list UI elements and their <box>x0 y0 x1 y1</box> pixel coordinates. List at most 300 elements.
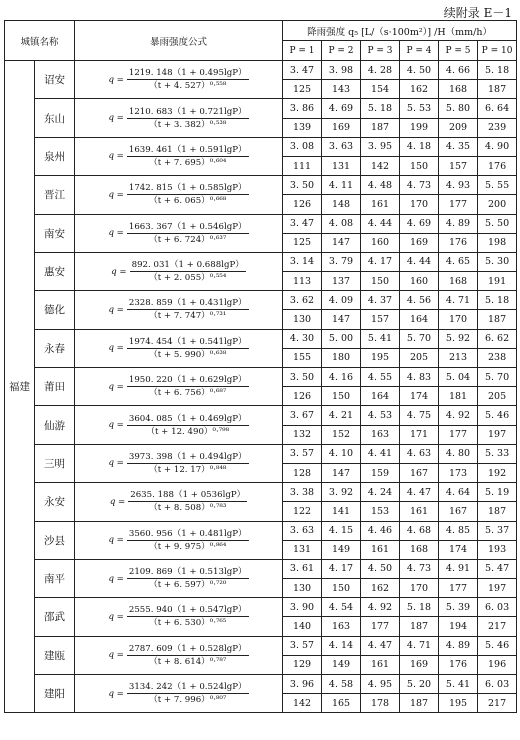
intensity-value: 5. 19 <box>478 483 517 502</box>
intensity-value: 3. 61 <box>283 559 322 578</box>
formula-q: q = <box>108 113 124 124</box>
depth-value: 137 <box>322 272 361 291</box>
formula-denominator: （t + 8. 614）⁰·⁷⁸⁷ <box>149 656 227 667</box>
intensity-value: 5. 50 <box>478 214 517 233</box>
table-row <box>5 598 517 617</box>
intensity-value: 4. 63 <box>400 444 439 463</box>
table-row <box>5 137 517 156</box>
formula-cell <box>75 483 283 521</box>
intensity-value: 5. 39 <box>439 598 478 617</box>
depth-value: 167 <box>439 502 478 521</box>
table-row <box>5 291 517 310</box>
depth-value: 155 <box>283 348 322 367</box>
intensity-value: 4. 85 <box>439 521 478 540</box>
depth-value: 177 <box>439 579 478 598</box>
formula-q: q = <box>108 611 124 622</box>
header-intensity: 降雨强度 q₅ [L/（s·100m²）] /H（mm/h） <box>283 21 517 41</box>
formula-denominator: （t + 7. 996）⁰·⁸⁰⁷ <box>149 695 227 706</box>
depth-value: 205 <box>400 348 439 367</box>
formula-numerator: 2555. 940（1 + 0.547lgP） <box>128 605 247 616</box>
depth-value: 177 <box>439 425 478 444</box>
intensity-value: 4. 47 <box>400 483 439 502</box>
depth-value: 187 <box>478 310 517 329</box>
depth-value: 209 <box>439 118 478 137</box>
formula-numerator: 3134. 242（1 + 0.524lgP） <box>128 682 247 693</box>
header-period: P = 10 <box>478 41 517 61</box>
depth-value: 143 <box>322 80 361 99</box>
formula-denominator: （t + 7. 747）⁰·⁷³¹ <box>149 311 227 322</box>
depth-value: 177 <box>361 617 400 636</box>
formula-numerator: 2635. 188（1 + 0536lgP） <box>130 490 246 501</box>
formula-q: q = <box>108 573 124 584</box>
province-cell: 福建 <box>5 61 35 713</box>
depth-value: 147 <box>322 233 361 252</box>
formula-q: q = <box>108 228 124 239</box>
intensity-value: 3. 62 <box>283 291 322 310</box>
city-name: 德化 <box>35 291 75 329</box>
intensity-value: 4. 37 <box>361 291 400 310</box>
formula-cell <box>75 214 283 252</box>
depth-value: 174 <box>439 540 478 559</box>
depth-value: 147 <box>322 463 361 482</box>
depth-value: 147 <box>322 310 361 329</box>
table-row <box>5 99 517 118</box>
depth-value: 187 <box>400 617 439 636</box>
depth-value: 178 <box>361 694 400 713</box>
intensity-value: 4. 83 <box>400 368 439 387</box>
depth-value: 200 <box>478 195 517 214</box>
formula-denominator: （t + 3. 382）⁰·⁵³⁸ <box>149 119 227 130</box>
depth-value: 159 <box>361 463 400 482</box>
formula-numerator: 3560. 956（1 + 0.481lgP） <box>128 528 247 539</box>
depth-value: 205 <box>478 387 517 406</box>
depth-value: 150 <box>322 579 361 598</box>
formula-numerator: 3973. 398（1 + 0.494lgP） <box>128 451 247 462</box>
intensity-value: 4. 21 <box>322 406 361 425</box>
intensity-value: 3. 98 <box>322 61 361 80</box>
city-name: 东山 <box>35 99 75 137</box>
formula-cell <box>75 99 283 137</box>
depth-value: 169 <box>400 655 439 674</box>
rainfall-intensity-table <box>4 20 517 713</box>
intensity-value: 4. 11 <box>322 176 361 195</box>
depth-value: 161 <box>400 502 439 521</box>
intensity-value: 5. 53 <box>400 99 439 118</box>
intensity-value: 3. 50 <box>283 368 322 387</box>
city-name: 南平 <box>35 559 75 597</box>
formula-numerator: 2328. 859（1 + 0.431lgP） <box>128 298 247 309</box>
intensity-value: 4. 50 <box>361 559 400 578</box>
formula-denominator: （t + 6. 530）⁰·⁷⁶⁵ <box>149 618 227 629</box>
depth-value: 161 <box>361 540 400 559</box>
table-row <box>5 559 517 578</box>
formula-denominator: （t + 9. 975）⁰·⁸⁶⁴ <box>149 541 227 552</box>
depth-value: 176 <box>439 233 478 252</box>
intensity-value: 6. 64 <box>478 99 517 118</box>
formula-q: q = <box>108 343 124 354</box>
intensity-value: 4. 89 <box>439 636 478 655</box>
intensity-value: 6. 03 <box>478 598 517 617</box>
intensity-value: 4. 17 <box>361 252 400 271</box>
depth-value: 140 <box>283 617 322 636</box>
depth-value: 197 <box>478 579 517 598</box>
intensity-value: 3. 57 <box>283 636 322 655</box>
intensity-value: 4. 73 <box>400 176 439 195</box>
formula-q: q = <box>108 535 124 546</box>
formula-numerator: 1210. 683（1 + 0.721lgP） <box>128 106 247 117</box>
table-row <box>5 636 517 655</box>
depth-value: 149 <box>322 655 361 674</box>
depth-value: 131 <box>283 540 322 559</box>
depth-value: 162 <box>361 579 400 598</box>
formula-denominator: （t + 4. 527）⁰·⁵⁵⁸ <box>149 81 227 92</box>
formula-denominator: （t + 12. 17）⁰·⁸⁴⁸ <box>149 464 227 475</box>
intensity-value: 5. 46 <box>478 636 517 655</box>
depth-value: 170 <box>400 579 439 598</box>
depth-value: 195 <box>439 694 478 713</box>
depth-value: 168 <box>400 540 439 559</box>
depth-value: 132 <box>283 425 322 444</box>
table-row <box>5 406 517 425</box>
formula-denominator: （t + 6. 724）⁰·⁶³⁷ <box>149 234 227 245</box>
depth-value: 176 <box>439 655 478 674</box>
formula-denominator: （t + 6. 597）⁰·⁷²⁰ <box>149 580 227 591</box>
intensity-value: 4. 92 <box>439 406 478 425</box>
depth-value: 169 <box>400 233 439 252</box>
intensity-value: 3. 63 <box>283 521 322 540</box>
formula-cell <box>75 368 283 406</box>
depth-value: 198 <box>478 233 517 252</box>
depth-value: 164 <box>361 387 400 406</box>
formula-cell <box>75 675 283 713</box>
intensity-value: 4. 44 <box>400 252 439 271</box>
intensity-value: 4. 53 <box>361 406 400 425</box>
formula-q: q = <box>108 151 124 162</box>
intensity-value: 5. 46 <box>478 406 517 425</box>
table-row <box>5 444 517 463</box>
formula-q: q = <box>108 381 124 392</box>
intensity-value: 5. 30 <box>478 252 517 271</box>
depth-value: 176 <box>478 156 517 175</box>
intensity-value: 4. 93 <box>439 176 478 195</box>
formula-q: q = <box>108 420 124 431</box>
depth-value: 125 <box>283 80 322 99</box>
depth-value: 142 <box>361 156 400 175</box>
formula-numerator: 1663. 367（1 + 0.546lgP） <box>128 221 247 232</box>
header-formula: 暴雨强度公式 <box>75 21 283 61</box>
depth-value: 167 <box>400 463 439 482</box>
depth-value: 164 <box>400 310 439 329</box>
formula-numerator: 3604. 085（1 + 0.469lgP） <box>128 413 247 424</box>
depth-value: 197 <box>478 425 517 444</box>
depth-value: 126 <box>283 387 322 406</box>
intensity-value: 4. 58 <box>322 675 361 694</box>
depth-value: 131 <box>322 156 361 175</box>
formula-q: q = <box>111 266 127 277</box>
intensity-value: 4. 41 <box>361 444 400 463</box>
depth-value: 168 <box>439 272 478 291</box>
intensity-value: 5. 18 <box>478 61 517 80</box>
depth-value: 160 <box>361 233 400 252</box>
depth-value: 142 <box>283 694 322 713</box>
intensity-value: 4. 73 <box>400 559 439 578</box>
formula-q: q = <box>108 688 124 699</box>
intensity-value: 4. 30 <box>283 329 322 348</box>
table-row <box>5 214 517 233</box>
city-name: 建阳 <box>35 675 75 713</box>
intensity-value: 3. 90 <box>283 598 322 617</box>
intensity-value: 5. 18 <box>478 291 517 310</box>
formula-q: q = <box>108 189 124 200</box>
table-row <box>5 329 517 348</box>
intensity-value: 3. 47 <box>283 61 322 80</box>
intensity-value: 4. 71 <box>400 636 439 655</box>
depth-value: 111 <box>283 156 322 175</box>
formula-q: q = <box>108 650 124 661</box>
formula-cell <box>75 636 283 674</box>
depth-value: 150 <box>400 156 439 175</box>
depth-value: 129 <box>283 655 322 674</box>
depth-value: 193 <box>478 540 517 559</box>
depth-value: 238 <box>478 348 517 367</box>
depth-value: 130 <box>283 310 322 329</box>
formula-cell <box>75 521 283 559</box>
depth-value: 163 <box>322 617 361 636</box>
depth-value: 173 <box>439 463 478 482</box>
intensity-value: 4. 68 <box>400 521 439 540</box>
city-name: 仙游 <box>35 406 75 444</box>
depth-value: 165 <box>322 694 361 713</box>
depth-value: 152 <box>322 425 361 444</box>
depth-value: 195 <box>361 348 400 367</box>
depth-value: 113 <box>283 272 322 291</box>
intensity-value: 4. 90 <box>478 137 517 156</box>
intensity-value: 5. 20 <box>400 675 439 694</box>
formula-cell <box>75 559 283 597</box>
intensity-value: 4. 55 <box>361 368 400 387</box>
city-name: 三明 <box>35 444 75 482</box>
intensity-value: 4. 50 <box>400 61 439 80</box>
formula-cell <box>75 176 283 214</box>
intensity-value: 5. 37 <box>478 521 517 540</box>
header-period: P = 5 <box>439 41 478 61</box>
intensity-value: 3. 50 <box>283 176 322 195</box>
intensity-value: 3. 86 <box>283 99 322 118</box>
depth-value: 169 <box>322 118 361 137</box>
depth-value: 125 <box>283 233 322 252</box>
table-row <box>5 252 517 271</box>
intensity-value: 5. 80 <box>439 99 478 118</box>
intensity-value: 3. 92 <box>322 483 361 502</box>
formula-numerator: 2787. 609（1 + 0.528lgP） <box>128 643 247 654</box>
depth-value: 180 <box>322 348 361 367</box>
header-period: P = 2 <box>322 41 361 61</box>
depth-value: 217 <box>478 694 517 713</box>
depth-value: 170 <box>400 195 439 214</box>
city-name: 诏安 <box>35 61 75 99</box>
table-caption: 续附录 E－1 <box>443 6 512 20</box>
depth-value: 162 <box>400 80 439 99</box>
intensity-value: 4. 47 <box>361 636 400 655</box>
formula-q: q = <box>108 74 124 85</box>
depth-value: 194 <box>439 617 478 636</box>
intensity-value: 5. 47 <box>478 559 517 578</box>
intensity-value: 5. 41 <box>361 329 400 348</box>
intensity-value: 5. 00 <box>322 329 361 348</box>
intensity-value: 4. 46 <box>361 521 400 540</box>
intensity-value: 4. 24 <box>361 483 400 502</box>
depth-value: 199 <box>400 118 439 137</box>
intensity-value: 4. 69 <box>322 99 361 118</box>
intensity-value: 4. 10 <box>322 444 361 463</box>
city-name: 邵武 <box>35 598 75 636</box>
depth-value: 157 <box>361 310 400 329</box>
intensity-value: 6. 03 <box>478 675 517 694</box>
intensity-value: 3. 96 <box>283 675 322 694</box>
depth-value: 141 <box>322 502 361 521</box>
formula-denominator: （t + 2. 055）⁰·⁵⁵⁴ <box>149 273 227 284</box>
city-name: 永春 <box>35 329 75 367</box>
depth-value: 130 <box>283 579 322 598</box>
intensity-value: 4. 09 <box>322 291 361 310</box>
intensity-value: 4. 69 <box>400 214 439 233</box>
intensity-value: 5. 18 <box>400 598 439 617</box>
formula-cell <box>75 598 283 636</box>
intensity-value: 4. 92 <box>361 598 400 617</box>
intensity-value: 4. 95 <box>361 675 400 694</box>
intensity-value: 5. 70 <box>478 368 517 387</box>
depth-value: 157 <box>439 156 478 175</box>
table-row <box>5 483 517 502</box>
formula-cell <box>75 406 283 444</box>
formula-numerator: 1974. 454（1 + 0.541lgP） <box>128 336 247 347</box>
intensity-value: 3. 08 <box>283 137 322 156</box>
intensity-value: 4. 48 <box>361 176 400 195</box>
intensity-value: 3. 63 <box>322 137 361 156</box>
intensity-value: 4. 44 <box>361 214 400 233</box>
depth-value: 149 <box>322 540 361 559</box>
table-row <box>5 675 517 694</box>
intensity-value: 4. 16 <box>322 368 361 387</box>
intensity-value: 3. 67 <box>283 406 322 425</box>
depth-value: 126 <box>283 195 322 214</box>
depth-value: 191 <box>478 272 517 291</box>
formula-cell <box>75 444 283 482</box>
table-body <box>5 61 517 713</box>
formula-numerator: 1219. 148（1 + 0.495lgP） <box>128 68 247 79</box>
table-row <box>5 521 517 540</box>
formula-numerator: 1742. 815（1 + 0.585lgP） <box>128 183 247 194</box>
formula-cell <box>75 329 283 367</box>
intensity-value: 5. 04 <box>439 368 478 387</box>
depth-value: 153 <box>361 502 400 521</box>
header-period: P = 3 <box>361 41 400 61</box>
intensity-value: 4. 65 <box>439 252 478 271</box>
depth-value: 187 <box>478 502 517 521</box>
formula-cell <box>75 252 283 290</box>
depth-value: 154 <box>361 80 400 99</box>
city-name: 晋江 <box>35 176 75 214</box>
intensity-value: 4. 75 <box>400 406 439 425</box>
depth-value: 217 <box>478 617 517 636</box>
formula-q: q = <box>108 304 124 315</box>
intensity-value: 3. 47 <box>283 214 322 233</box>
formula-numerator: 1639. 461（1 + 0.591lgP） <box>128 144 247 155</box>
header-period: P = 4 <box>400 41 439 61</box>
intensity-value: 3. 14 <box>283 252 322 271</box>
city-name: 沙县 <box>35 521 75 559</box>
depth-value: 171 <box>400 425 439 444</box>
intensity-value: 4. 17 <box>322 559 361 578</box>
city-name: 泉州 <box>35 137 75 175</box>
intensity-value: 4. 54 <box>322 598 361 617</box>
depth-value: 170 <box>439 310 478 329</box>
intensity-value: 5. 41 <box>439 675 478 694</box>
intensity-value: 4. 35 <box>439 137 478 156</box>
depth-value: 161 <box>361 195 400 214</box>
intensity-value: 4. 56 <box>400 291 439 310</box>
depth-value: 177 <box>439 195 478 214</box>
formula-denominator: （t + 6. 756）⁰·⁶⁸⁷ <box>149 388 227 399</box>
city-name: 南安 <box>35 214 75 252</box>
formula-numerator: 2109. 869（1 + 0.513lgP） <box>128 567 247 578</box>
formula-denominator: （t + 6. 065）⁰·⁶⁶⁸ <box>149 196 227 207</box>
depth-value: 181 <box>439 387 478 406</box>
depth-value: 122 <box>283 502 322 521</box>
table-row <box>5 368 517 387</box>
intensity-value: 4. 28 <box>361 61 400 80</box>
intensity-value: 5. 55 <box>478 176 517 195</box>
intensity-value: 5. 92 <box>439 329 478 348</box>
city-name: 永安 <box>35 483 75 521</box>
formula-denominator: （t + 5. 990）⁰·⁶³⁸ <box>149 349 227 360</box>
formula-numerator: 1950. 220（1 + 0.629lgP） <box>128 375 247 386</box>
intensity-value: 4. 18 <box>400 137 439 156</box>
city-name: 惠安 <box>35 252 75 290</box>
depth-value: 163 <box>361 425 400 444</box>
depth-value: 139 <box>283 118 322 137</box>
depth-value: 196 <box>478 655 517 674</box>
intensity-value: 5. 18 <box>361 99 400 118</box>
formula-cell <box>75 291 283 329</box>
depth-value: 174 <box>400 387 439 406</box>
table-row <box>5 176 517 195</box>
formula-denominator: （t + 8. 508）⁰·⁷⁸³ <box>149 503 227 514</box>
header-city: 城镇名称 <box>5 21 75 61</box>
formula-q: q = <box>109 496 126 507</box>
city-name: 建瓯 <box>35 636 75 674</box>
depth-value: 168 <box>439 80 478 99</box>
intensity-value: 5. 70 <box>400 329 439 348</box>
formula-denominator: （t + 7. 695）⁰·⁶⁰⁴ <box>149 157 227 168</box>
intensity-value: 3. 57 <box>283 444 322 463</box>
formula-cell <box>75 137 283 175</box>
depth-value: 160 <box>400 272 439 291</box>
formula-q: q = <box>108 458 124 469</box>
intensity-value: 6. 62 <box>478 329 517 348</box>
formula-numerator: 892. 031（1 + 0.688lgP） <box>131 260 244 271</box>
intensity-value: 3. 38 <box>283 483 322 502</box>
city-name: 莆田 <box>35 368 75 406</box>
depth-value: 213 <box>439 348 478 367</box>
intensity-value: 4. 89 <box>439 214 478 233</box>
formula-cell <box>75 61 283 99</box>
intensity-value: 4. 66 <box>439 61 478 80</box>
intensity-value: 4. 71 <box>439 291 478 310</box>
header-period: P = 1 <box>283 41 322 61</box>
intensity-value: 4. 15 <box>322 521 361 540</box>
intensity-value: 3. 95 <box>361 137 400 156</box>
